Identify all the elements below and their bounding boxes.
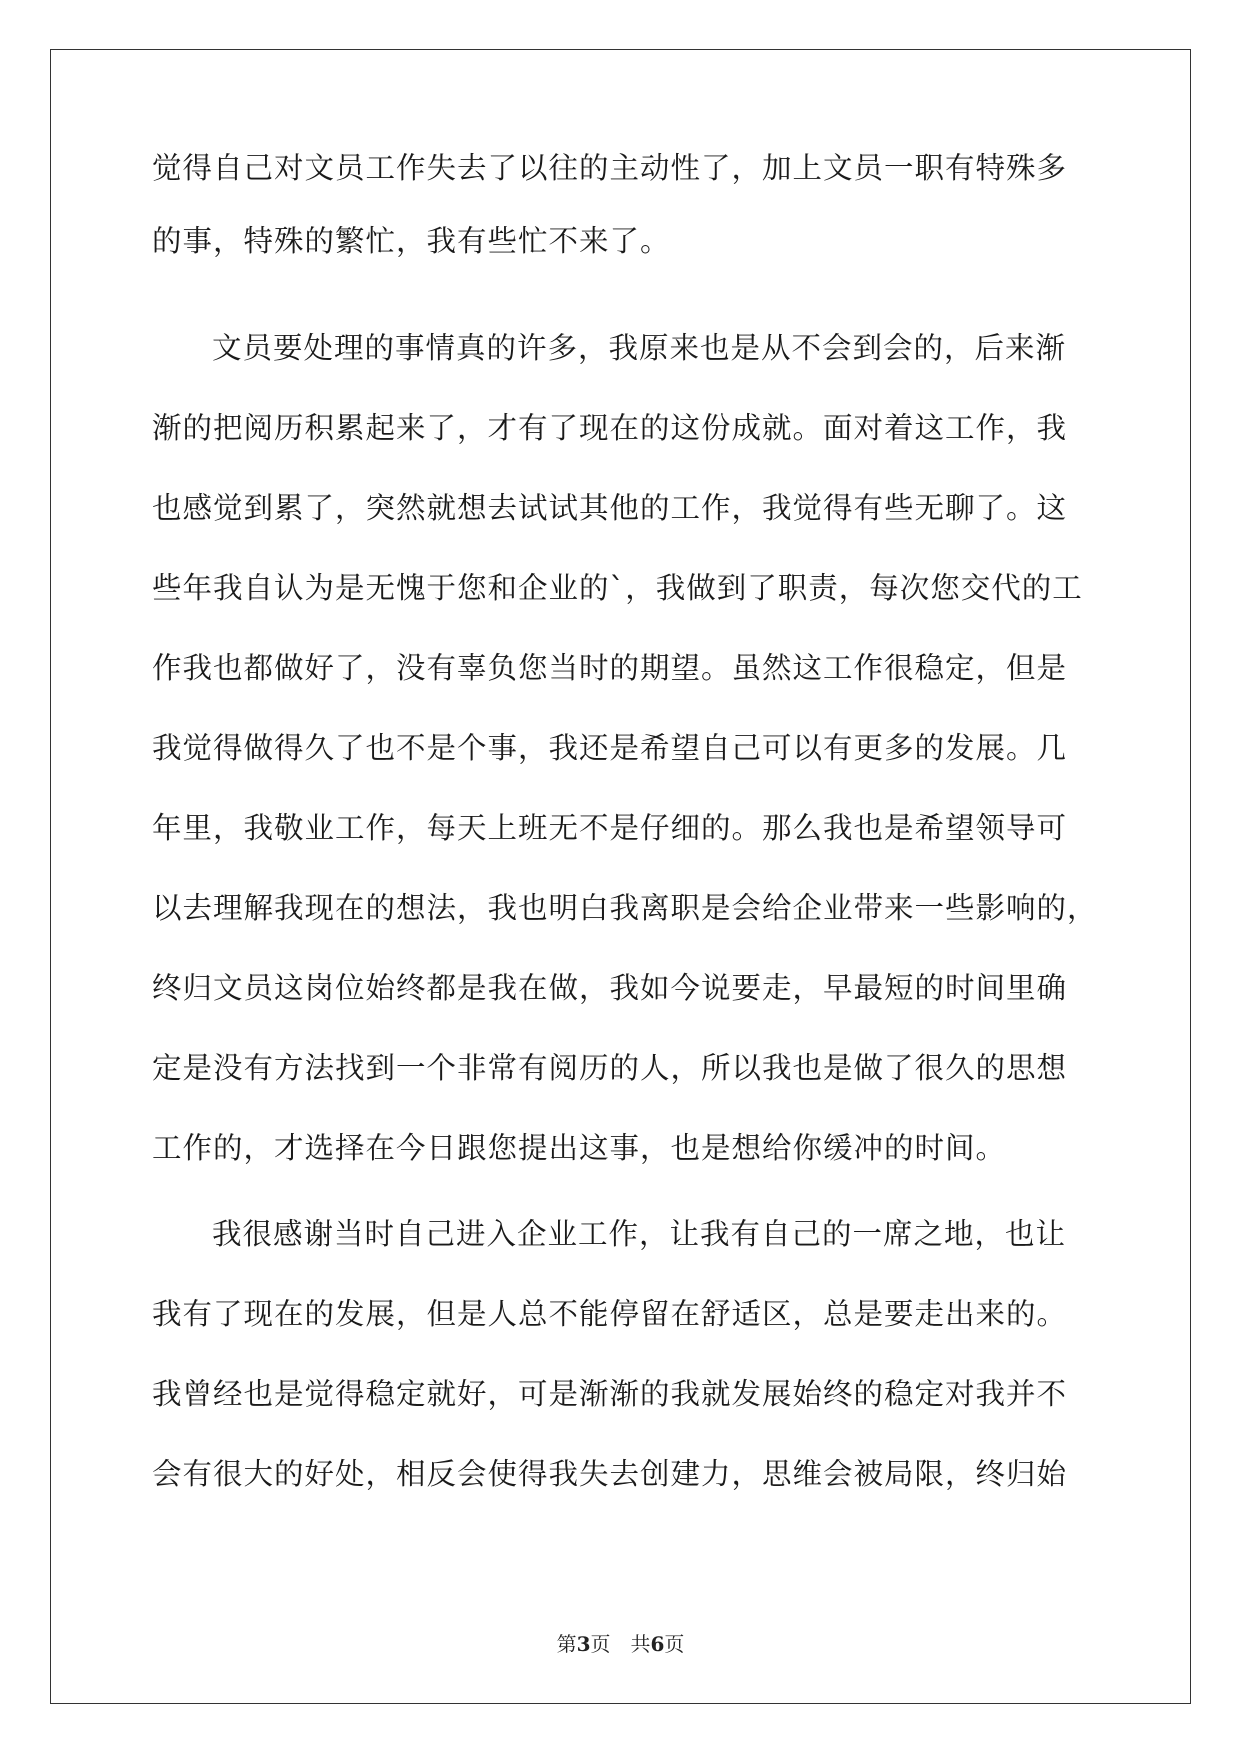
text-line: 我有了现在的发展，但是人总不能停留在舒适区，总是要走出来的。 <box>152 1297 1068 1331</box>
text-line: 作我也都做好了，没有辜负您当时的期望。虽然这工作很稳定，但是 <box>152 651 1068 685</box>
text-line: 我曾经也是觉得稳定就好，可是渐渐的我就发展始终的稳定对我并不 <box>152 1377 1068 1411</box>
paragraph-start-line: 文员要处理的事情真的许多，我原来也是从不会到会的，后来渐 <box>212 331 1067 365</box>
total-page-number: 6 <box>650 1632 665 1656</box>
text-line: 些年我自认为是无愧于您和企业的`，我做到了职责，每次您交代的工 <box>152 571 1083 605</box>
footer-prefix: 第 <box>556 1632 577 1656</box>
text-line: 也感觉到累了，突然就想去试试其他的工作，我觉得有些无聊了。这 <box>152 491 1068 525</box>
text-line: 渐的把阅历积累起来了，才有了现在的这份成就。面对着这工作，我 <box>152 411 1068 445</box>
text-line: 以去理解我现在的想法，我也明白我离职是会给企业带来一些影响的， <box>152 891 1098 925</box>
text-line: 定是没有方法找到一个非常有阅历的人，所以我也是做了很久的思想 <box>152 1051 1068 1085</box>
paragraph-start-line: 我很感谢当时自己进入企业工作，让我有自己的一席之地，也让 <box>212 1217 1067 1251</box>
text-line: 会有很大的好处，相反会使得我失去创建力，思维会被局限，终归始 <box>152 1457 1068 1491</box>
text-line: 工作的，才选择在今日跟您提出这事，也是想给你缓冲的时间。 <box>152 1131 1007 1165</box>
text-line: 年里，我敬业工作，每天上班无不是仔细的。那么我也是希望领导可 <box>152 811 1068 845</box>
footer-mid: 页 共 <box>590 1632 651 1656</box>
text-line: 觉得自己对文员工作失去了以往的主动性了，加上文员一职有特殊多 <box>152 151 1068 185</box>
text-line: 终归文员这岗位始终都是我在做，我如今说要走，早最短的时间里确 <box>152 971 1068 1005</box>
page-footer <box>0 1628 1241 1657</box>
footer-suffix: 页 <box>664 1632 685 1656</box>
text-line: 我觉得做得久了也不是个事，我还是希望自己可以有更多的发展。几 <box>152 731 1068 765</box>
text-line: 的事，特殊的繁忙，我有些忙不来了。 <box>152 224 671 258</box>
current-page-number: 3 <box>576 1632 591 1656</box>
